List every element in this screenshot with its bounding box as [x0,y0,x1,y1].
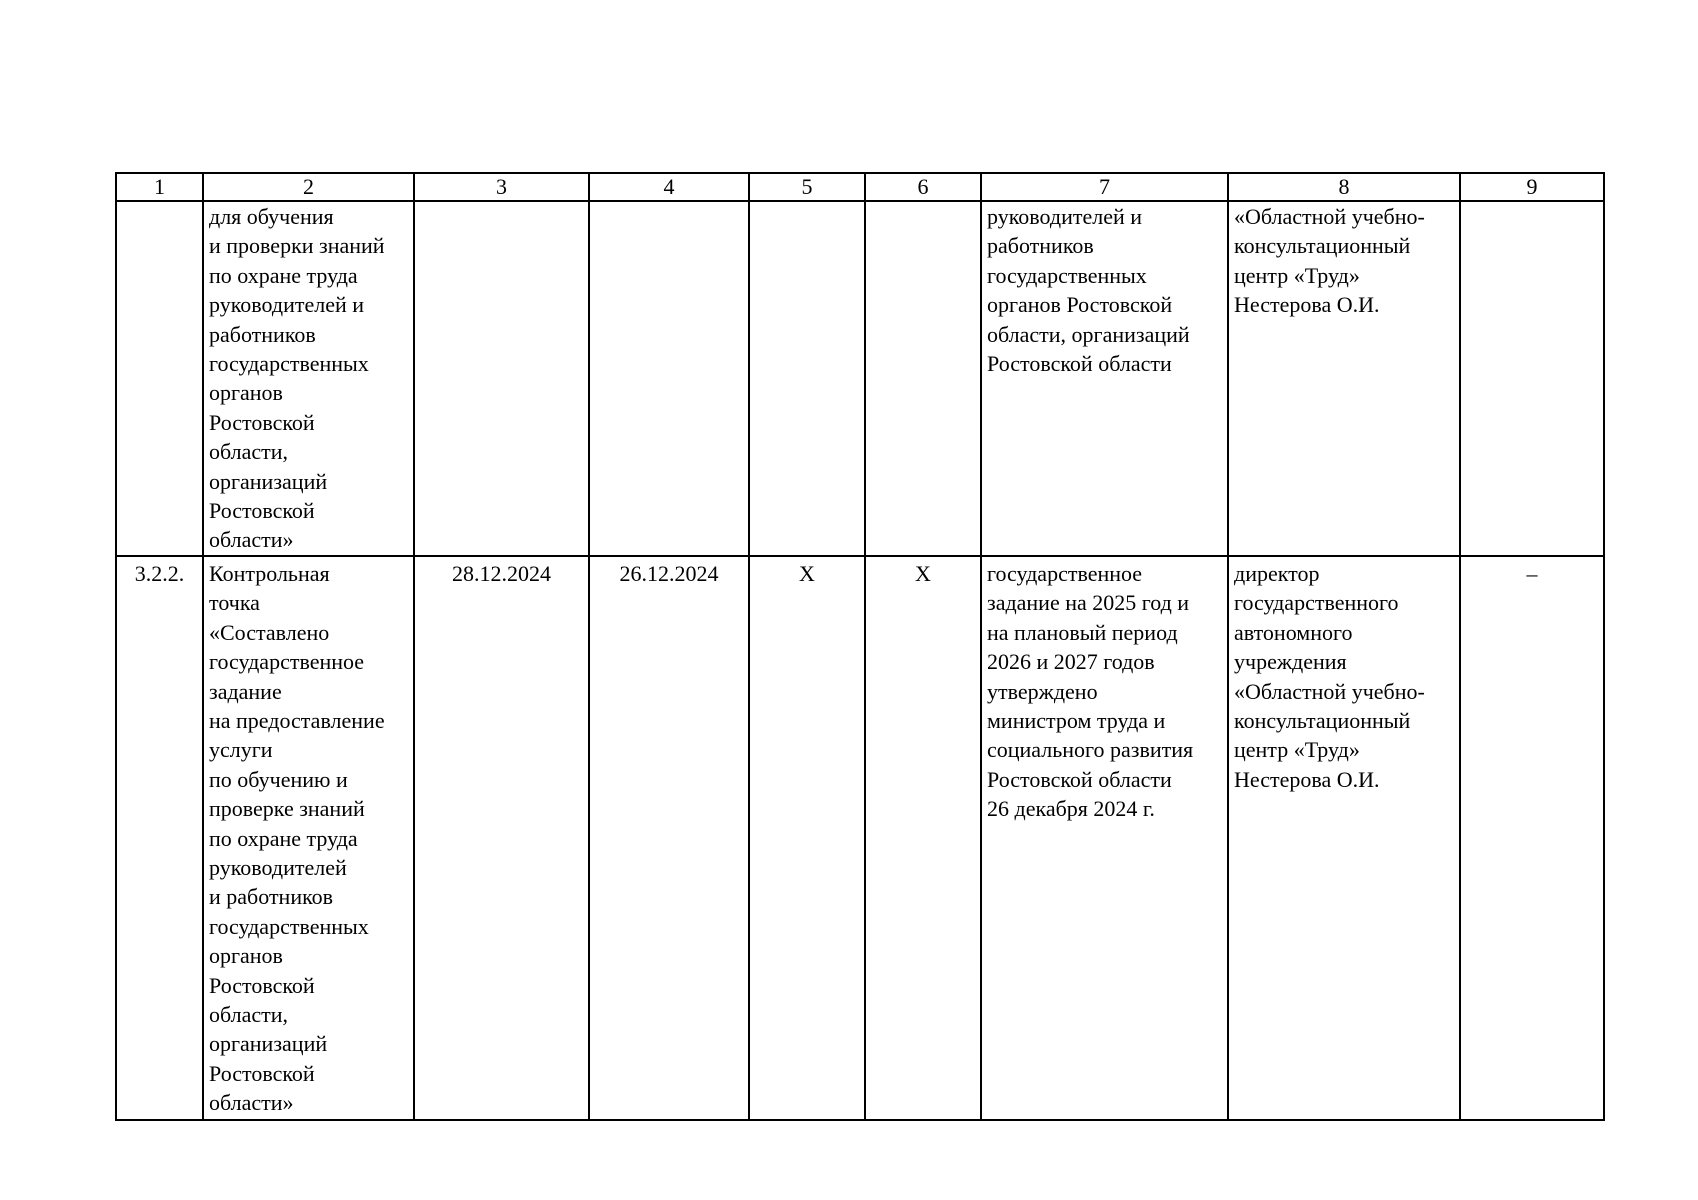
column-header-7: 7 [981,173,1228,201]
column-header-8: 8 [1228,173,1460,201]
schedule-table [115,172,1605,1121]
column-header-2: 2 [203,173,414,201]
column-5-cell: Х [749,556,865,1120]
planned-date-cell: 28.12.2024 [414,556,589,1120]
column-5-cell [749,201,865,556]
result-cell: руководителей и работников государственных органов Ростовской области, организаций Ростовской области [981,201,1228,556]
actual-date-cell: 26.12.2024 [589,556,749,1120]
column-9-cell: – [1460,556,1604,1120]
event-name-cell: для обучения и проверки знаний по охране труда руководителей и работников государственных органов Ростовской области, организаций Ростовской области» [203,201,414,556]
column-6-cell: Х [865,556,981,1120]
column-number-row [116,173,1604,201]
column-header-5: 5 [749,173,865,201]
column-header-1: 1 [116,173,203,201]
column-header-4: 4 [589,173,749,201]
responsible-cell: «Областной учебно- консультационный центр «Труд» Нестерова О.И. [1228,201,1460,556]
actual-date-cell [589,201,749,556]
row-number-cell [116,201,203,556]
column-header-6: 6 [865,173,981,201]
planned-date-cell [414,201,589,556]
column-6-cell [865,201,981,556]
table-row [116,201,1604,556]
responsible-cell: директор государственного автономного учреждения «Областной учебно- консультационный центр «Труд» Нестерова О.И. [1228,556,1460,1120]
result-cell: государственное задание на 2025 год и на плановый период 2026 и 2027 годов утверждено министром труда и социального развития Ростовской области 26 декабря 2024 г. [981,556,1228,1120]
column-header-9: 9 [1460,173,1604,201]
column-header-3: 3 [414,173,589,201]
row-number-cell: 3.2.2. [116,556,203,1120]
event-name-cell: Контрольная точка «Составлено государственное задание на предоставление услуги по обучению и проверке знаний по охране труда руководителей и работников государственных органов Ростовской области, организаций Ростовской области» [203,556,414,1120]
column-9-cell [1460,201,1604,556]
table-row [116,556,1604,1120]
